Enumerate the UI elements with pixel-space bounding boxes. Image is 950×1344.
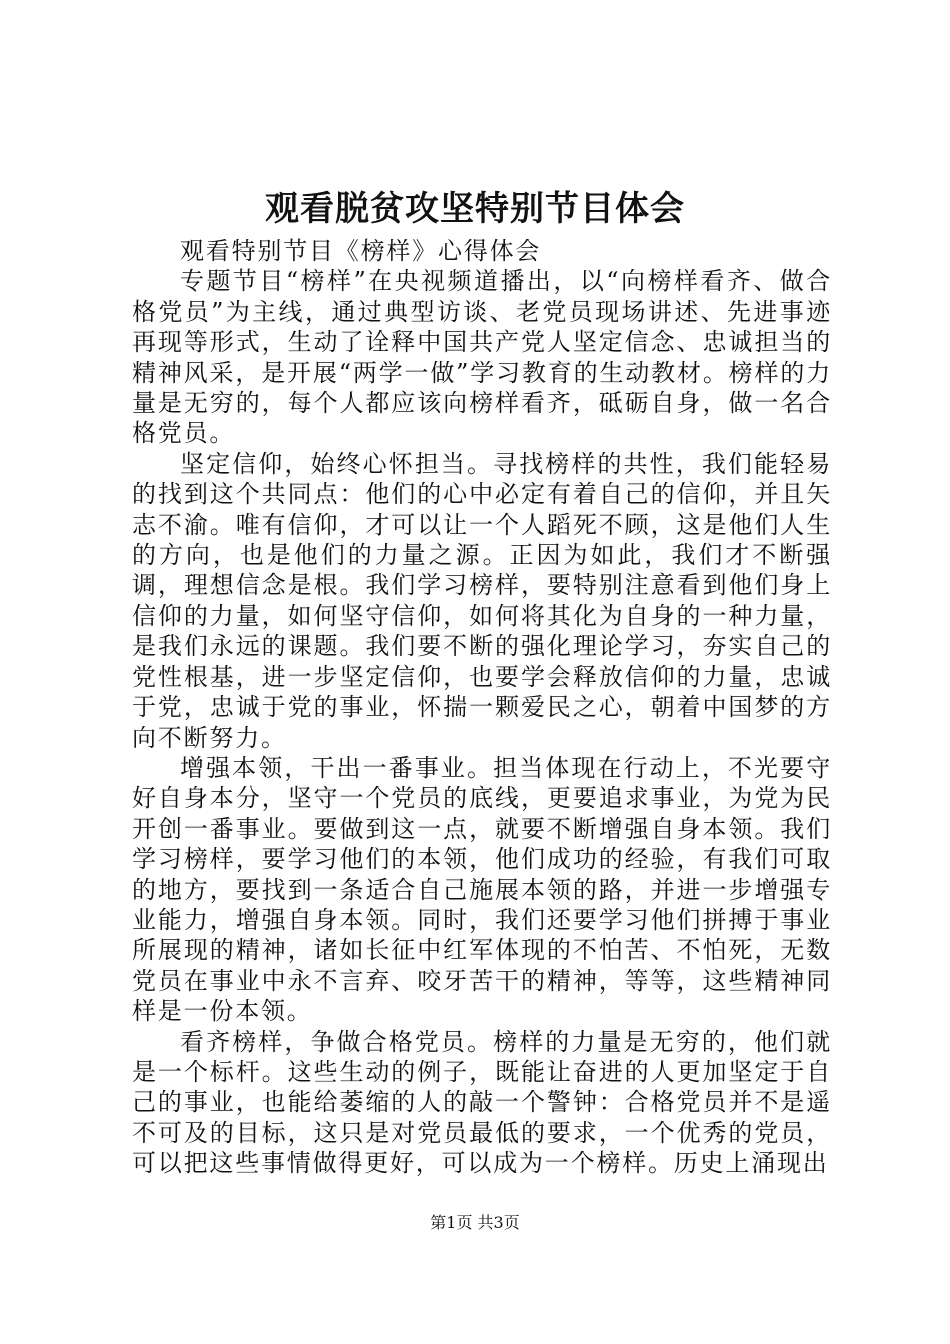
- paragraph: 看齐榜样，争做合格党员。榜样的力量是无穷的，他们就是一个标杆。这些生动的例子，既能让奋进的人更加坚定于自己的事业，也能给萎缩的人的敲一个警钟：合格党员并不是遥不可及的目标，这只是对党员最低的要求，一个优秀的党员，可以把这些事情做得更好，可以成为一个榜样。历史上涌现出: [132, 1027, 832, 1178]
- paragraph: 坚定信仰，始终心怀担当。寻找榜样的共性，我们能轻易的找到这个共同点：他们的心中必定有着自己的信仰，并且矢志不渝。唯有信仰，才可以让一个人蹈死不顾，这是他们人生的方向，也是他们的力量之源。正因为如此，我们才不断强调，理想信念是根。我们学习榜样，要特别注意看到他们身上信仰的力量，如何坚守信仰，如何将其化为自身的一种力量，是我们永远的课题。我们要不断的强化理论学习，夯实自己的党性根基，进一步坚定信仰，也要学会释放信仰的力量，忠诚于党，忠诚于党的事业，怀揣一颗爱民之心，朝着中国梦的方向不断努力。: [132, 449, 832, 752]
- document-body: [132, 236, 832, 1179]
- document-title: 观看脱贫攻坚特别节目体会: [265, 189, 685, 229]
- paragraph: 增强本领，干出一番事业。担当体现在行动上，不光要守好自身本分，坚守一个党员的底线，更要追求事业，为党为民开创一番事业。要做到这一点，就要不断增强自身本领。我们学习榜样，要学习他们的本领，他们成功的经验，有我们可取的地方，要找到一条适合自己施展本领的路，并进一步增强专业能力，增强自身本领。同时，我们还要学习他们拼搏于事业所展现的精神，诸如长征中红军体现的不怕苦、不怕死，无数党员在事业中永不言弃、咬牙苦干的精神，等等，这些精神同样是一份本领。: [132, 753, 832, 1026]
- paragraph-subtitle: 观看特别节目《榜样》心得体会: [180, 237, 542, 265]
- page-footer: 第1页 共3页: [430, 1213, 520, 1232]
- paragraph: 专题节目“榜样”在央视频道播出，以“向榜样看齐、做合格党员”为主线，通过典型访谈、老党员现场讲述、先进事迹再现等形式，生动了诠释中国共产党人坚定信念、忠诚担当的精神风采，是开展“两学一做”学习教育的生动教材。榜样的力量是无穷的，每个人都应该向榜样看齐，砥砺自身，做一名合格党员。: [132, 267, 832, 448]
